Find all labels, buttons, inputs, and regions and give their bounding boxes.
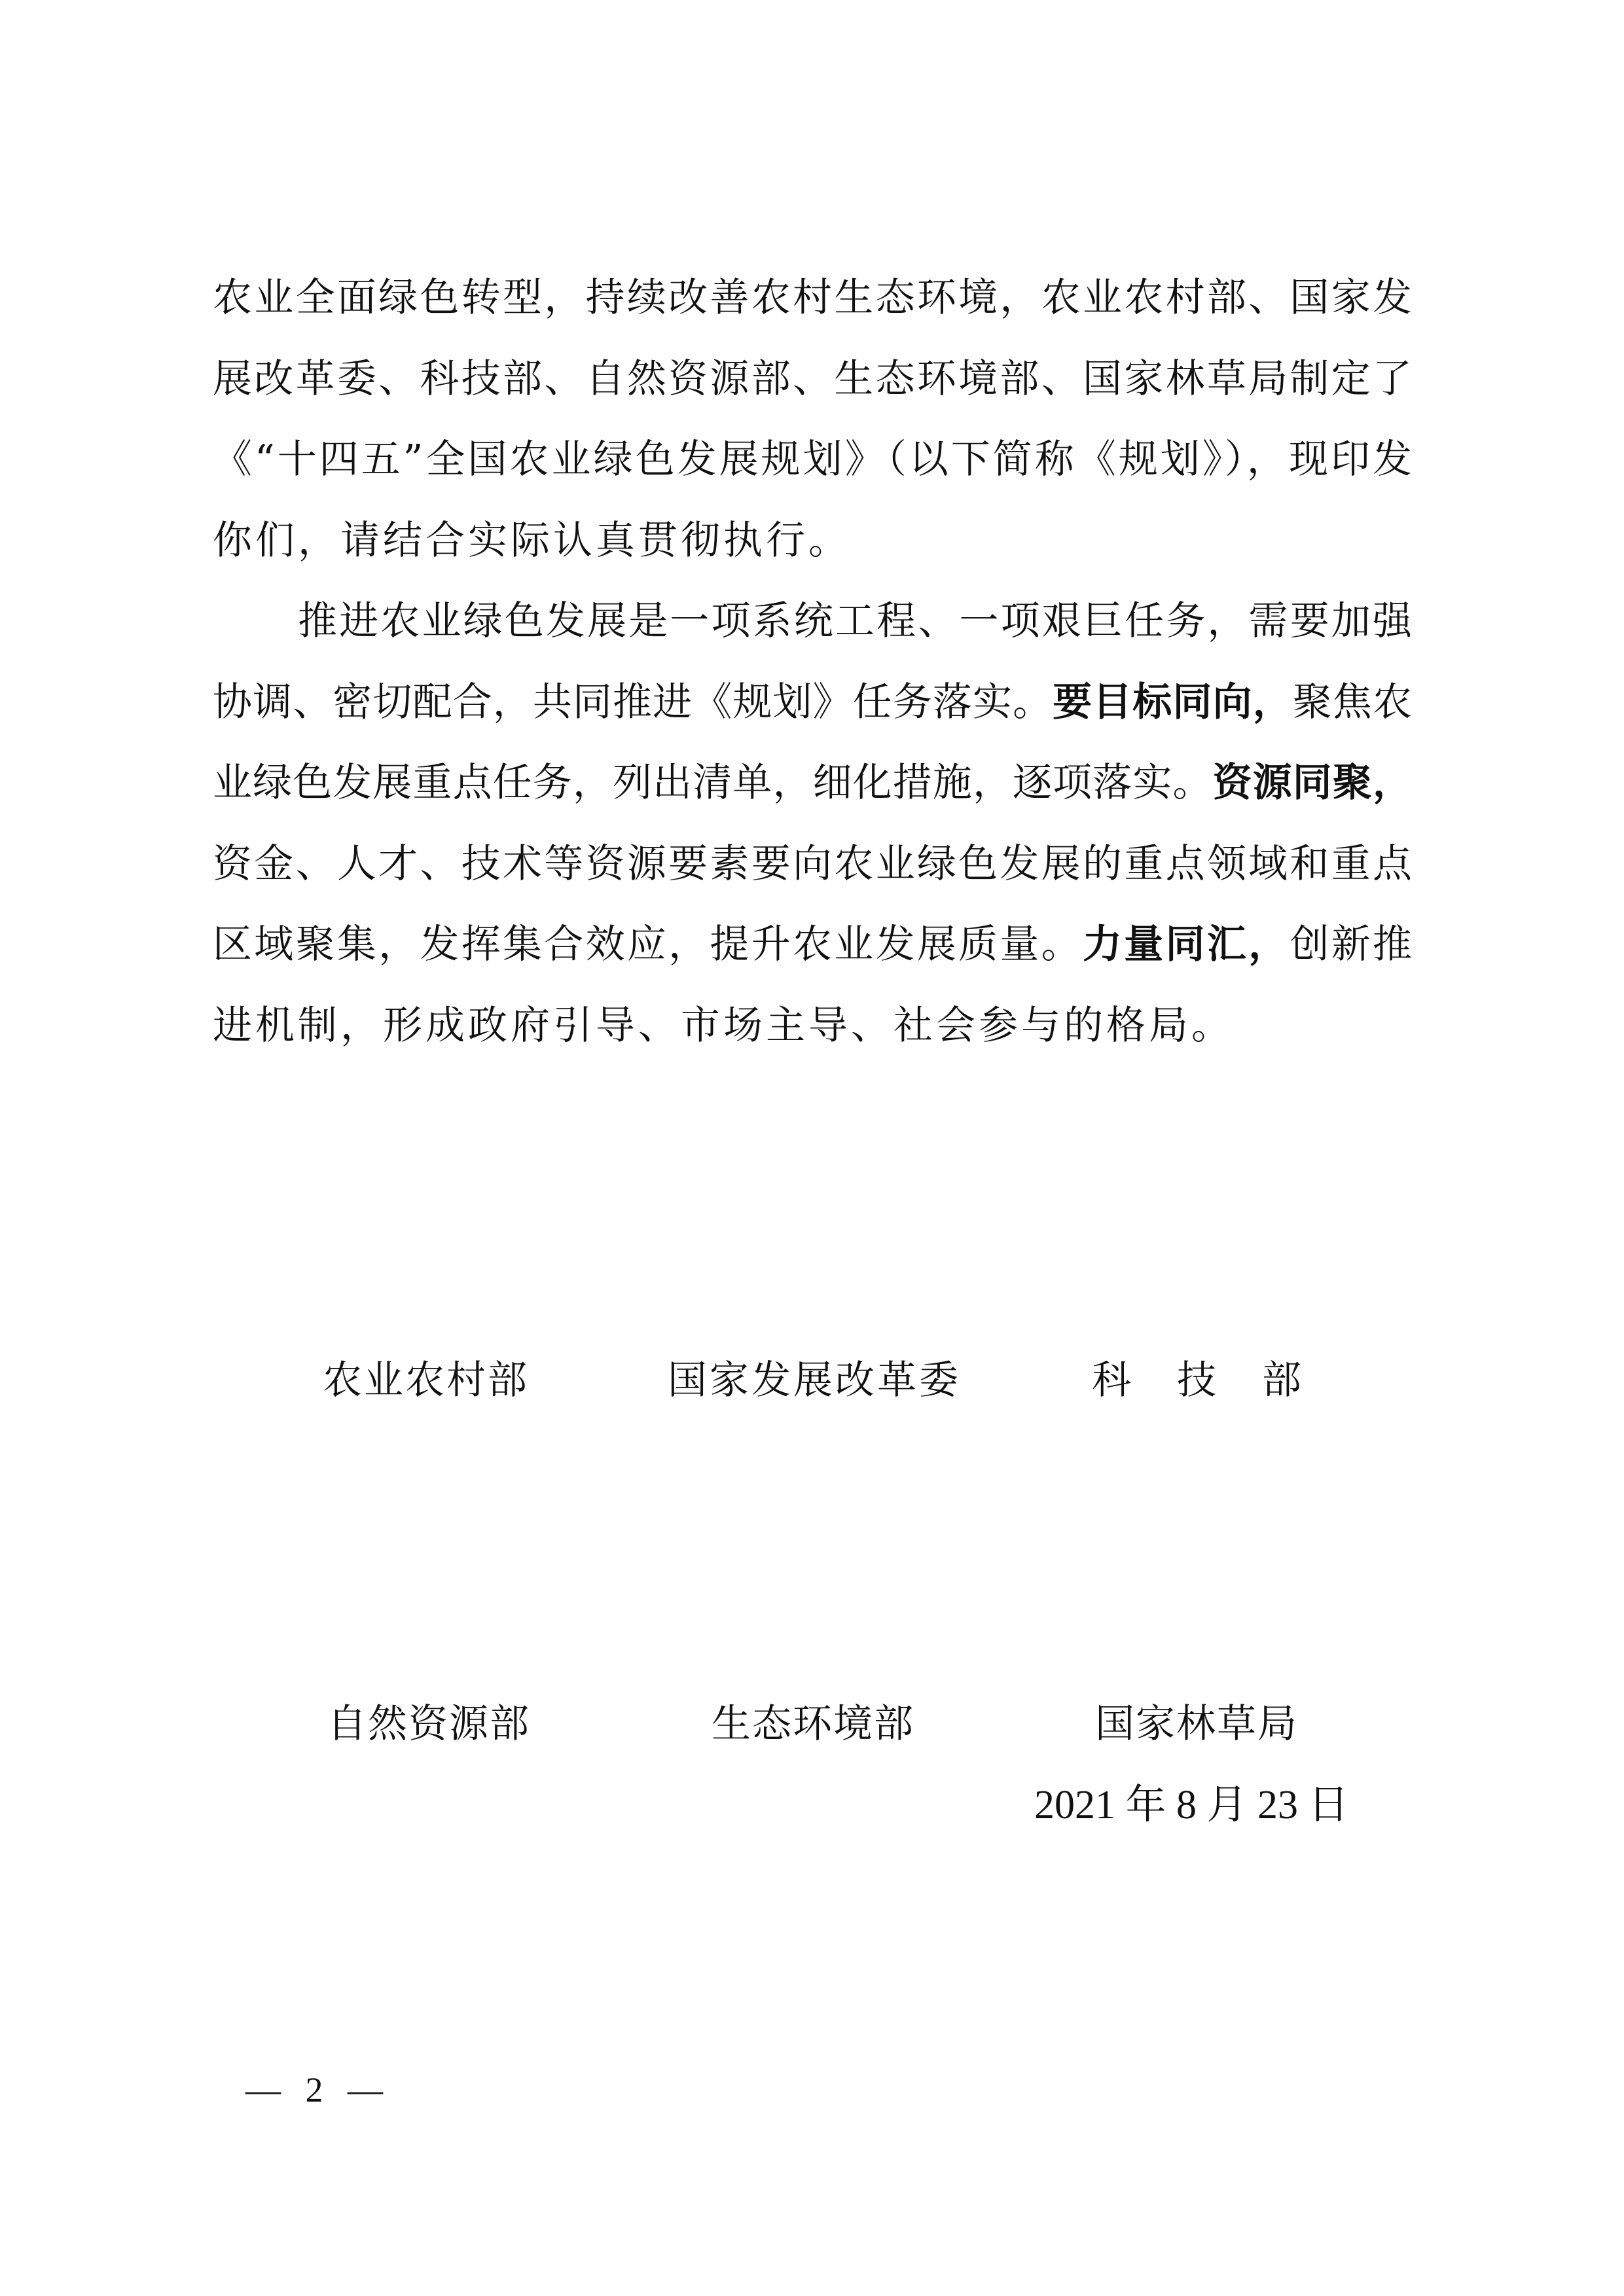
paragraph-1-line-2 xyxy=(213,351,1412,407)
paragraph-2-line-3 xyxy=(213,755,1412,811)
body-text-segment: 推进农业绿色发展是一项系统工程、一项艰巨任务，需要加强 xyxy=(298,598,1412,644)
document-date: 2021 年 8 月 23 日 xyxy=(1034,1783,1349,1827)
paragraph-1-line-4 xyxy=(213,512,851,569)
signatory-forestry-grassland-administration: 国家林草局 xyxy=(1095,1701,1297,1747)
paragraph-1-line-1 xyxy=(213,270,1412,326)
paragraph-2-line-2 xyxy=(213,674,1412,730)
body-text-segment: 协调、密切配合，共同推进《规划》任务落实。 xyxy=(213,679,1053,725)
paragraph-2-line-5 xyxy=(213,916,1412,973)
body-text-segment: 《“十四五”全国农业绿色发展规划》（以下简称《规划》），现印发 xyxy=(213,437,1412,482)
signatory-ministry-of-natural-resources: 自然资源部 xyxy=(327,1701,529,1747)
signatory-ministry-of-ecology-environment: 生态环境部 xyxy=(712,1701,913,1747)
body-text-segment: 展改革委、科技部、自然资源部、生态环境部、国家林草局制定了 xyxy=(213,355,1412,402)
body-text-segment: 聚焦农 xyxy=(1292,679,1413,725)
body-text-segment: 你们，请结合实际认真贯彻执行。 xyxy=(213,517,851,564)
body-text-segment: 创新推 xyxy=(1290,922,1413,967)
signatory-ministry-of-agriculture: 农业农村部 xyxy=(323,1357,527,1403)
body-text-segment: 业绿色发展重点任务，列出清单，细化措施，逐项落实。 xyxy=(213,760,1213,806)
paragraph-2-line-4 xyxy=(213,836,1412,892)
paragraph-2-line-6 xyxy=(213,997,1234,1054)
body-text-segment: 农业全面绿色转型，持续改善农村生态环境，农业农村部、国家发 xyxy=(213,275,1412,321)
body-text-segment: 进机制，形成政府引导、市场主导、社会参与的格局。 xyxy=(213,1002,1234,1049)
emphasis-text: 要目标同向， xyxy=(1053,679,1293,725)
page-number: — 2 — xyxy=(245,2070,383,2109)
paragraph-1-line-3 xyxy=(213,431,1412,488)
paragraph-2-line-1 xyxy=(298,593,1412,649)
body-text-segment: 资金、人才、技术等资源要素要向农业绿色发展的重点领域和重点 xyxy=(213,840,1412,887)
signatory-ndrc: 国家发展改革委 xyxy=(668,1357,958,1403)
emphasis-text: 力量同汇， xyxy=(1083,922,1290,967)
emphasis-text: 资源同聚， xyxy=(1212,760,1413,806)
body-text-segment: 区域聚集，发挥集合效应，提升农业发展质量。 xyxy=(213,922,1083,967)
signatory-ministry-of-science-technology: 科 技 部 xyxy=(1092,1357,1301,1403)
